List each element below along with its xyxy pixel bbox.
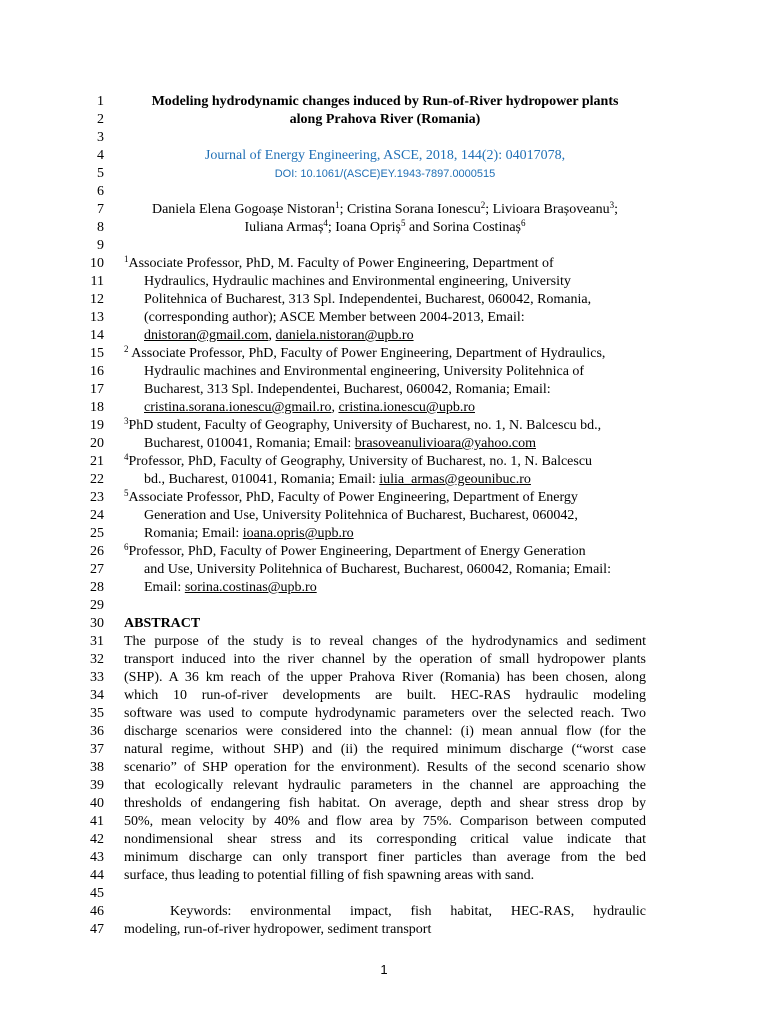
email-link[interactable]: cristina.ionescu@upb.ro bbox=[338, 400, 475, 415]
line-number: 2 bbox=[97, 112, 104, 127]
line-number: 45 bbox=[90, 886, 104, 901]
email-link[interactable]: cristina.sorana.ionescu@gmail.ro bbox=[144, 400, 332, 415]
abstract-line: The purpose of the study is to reveal changes of the hydrodynamics and sediment bbox=[124, 634, 646, 649]
line-number: 31 bbox=[90, 634, 104, 649]
affiliation-5-line bbox=[124, 489, 646, 507]
line-number: 28 bbox=[90, 580, 104, 595]
affiliation-superscript: 3 bbox=[124, 416, 129, 426]
affiliation-1-line: (corresponding author); ASCE Member between 2004-2013, Email: bbox=[144, 310, 525, 325]
author-name: ; Livioara Brașoveanu bbox=[485, 202, 610, 217]
affiliation-text: Associate Professor, PhD, Faculty of Power Engineering, Department of Hydraulics, bbox=[128, 346, 606, 361]
affiliation-text: bd., Bucharest, 010041, Romania; Email: bbox=[144, 472, 380, 487]
author-name: ; Cristina Sorana Ionescu bbox=[339, 202, 481, 217]
affiliation-1-emails bbox=[124, 327, 646, 345]
line-number: 6 bbox=[97, 184, 104, 199]
line-number: 32 bbox=[90, 652, 104, 667]
line-number: 29 bbox=[90, 598, 104, 613]
email-link[interactable]: brasoveanulivioara@yahoo.com bbox=[354, 436, 536, 451]
line-number: 42 bbox=[90, 832, 104, 847]
separator-text: , bbox=[331, 400, 339, 415]
line-number: 44 bbox=[90, 868, 104, 883]
line-number: 23 bbox=[90, 490, 104, 505]
page-number: 1 bbox=[380, 962, 388, 977]
affiliation-5-line bbox=[124, 525, 646, 543]
affiliation-3-line bbox=[124, 435, 646, 453]
affiliation-6-line bbox=[124, 543, 646, 561]
separator-text: ; bbox=[614, 202, 619, 217]
line-number: 47 bbox=[90, 922, 104, 937]
line-number: 25 bbox=[90, 526, 104, 541]
author-name: ; Ioana Opriș bbox=[327, 220, 401, 235]
affiliation-6-line: and Use, University Politehnica of Bucharest, Bucharest, 060042, Romania; Email: bbox=[144, 562, 611, 577]
affiliation-2-line: Hydraulic machines and Environmental engineering, University Politehnica of bbox=[144, 364, 585, 379]
authors-line-2 bbox=[124, 219, 646, 237]
paper-title-line-2: along Prahova River (Romania) bbox=[289, 112, 481, 127]
affiliation-6-line bbox=[124, 579, 646, 597]
line-number: 20 bbox=[90, 436, 104, 451]
affiliation-2-line bbox=[124, 345, 646, 363]
abstract-line: which 10 run-of-river developments are built. HEC-RAS hydraulic modeling bbox=[124, 688, 646, 703]
author-superscript: 4 bbox=[323, 218, 328, 228]
author-superscript: 3 bbox=[609, 200, 615, 210]
line-number: 37 bbox=[90, 742, 104, 757]
email-link[interactable]: sorina.costinas@upb.ro bbox=[184, 580, 317, 595]
line-number: 35 bbox=[90, 706, 104, 721]
line-number: 39 bbox=[90, 778, 104, 793]
affiliation-2-line: Bucharest, 313 Spl. Independentei, Bucharest, 060042, Romania; Email: bbox=[144, 382, 551, 397]
abstract-line: minimum discharge can only transport finer particles than average from the bed bbox=[124, 850, 646, 865]
line-number: 8 bbox=[97, 220, 104, 235]
affiliation-superscript: 4 bbox=[124, 452, 129, 462]
affiliation-text: Associate Professor, PhD, Faculty of Power Engineering, Department of Energy bbox=[128, 490, 578, 505]
line-number: 38 bbox=[90, 760, 104, 775]
abstract-line: natural regime, without SHP) and (ii) the required minimum discharge (“worst case bbox=[124, 742, 646, 757]
line-number: 34 bbox=[90, 688, 104, 703]
affiliation-superscript: 1 bbox=[124, 254, 129, 264]
affiliation-superscript: 6 bbox=[124, 542, 129, 552]
abstract-line: (SHP). A 36 km reach of the upper Prahova River (Romania) has been chosen, along bbox=[124, 670, 646, 685]
line-number: 46 bbox=[90, 904, 104, 919]
line-number: 36 bbox=[90, 724, 104, 739]
affiliation-2-emails bbox=[124, 399, 646, 417]
line-number: 11 bbox=[90, 274, 104, 289]
affiliation-superscript: 5 bbox=[124, 488, 129, 498]
author-superscript: 2 bbox=[480, 200, 486, 210]
paper-title-line-1: Modeling hydrodynamic changes induced by Run-of-River hydropower plants bbox=[151, 94, 619, 109]
line-number: 3 bbox=[97, 130, 104, 145]
email-link[interactable]: iulia_armas@geounibuc.ro bbox=[379, 472, 531, 487]
line-number: 5 bbox=[97, 166, 104, 181]
authors-line-1 bbox=[124, 201, 646, 219]
abstract-line: that ecologically relevant hydraulic parameters in the channel are approaching the bbox=[124, 778, 646, 793]
affiliation-text: Bucharest, 010041, Romania; Email: bbox=[144, 436, 355, 451]
line-number: 26 bbox=[90, 544, 104, 559]
line-number: 30 bbox=[90, 616, 104, 631]
author-superscript: 6 bbox=[521, 218, 526, 228]
line-number: 43 bbox=[90, 850, 104, 865]
email-link[interactable]: dnistoran@gmail.com bbox=[144, 328, 269, 343]
line-number: 4 bbox=[97, 148, 104, 163]
email-link[interactable]: daniela.nistoran@upb.ro bbox=[275, 328, 414, 343]
line-number: 17 bbox=[90, 382, 104, 397]
abstract-line: transport induced into the river channel by the operation of small hydropower plants bbox=[124, 652, 646, 667]
affiliation-1-line: Hydraulics, Hydraulic machines and Environmental engineering, University bbox=[144, 274, 571, 289]
line-number: 13 bbox=[90, 310, 104, 325]
affiliation-superscript: 2 bbox=[124, 344, 129, 354]
author-superscript: 1 bbox=[335, 200, 340, 210]
abstract-line: 50%, mean velocity by 40% and flow area by 75%. Comparison between computed bbox=[124, 814, 646, 829]
affiliation-1-line: Politehnica of Bucharest, 313 Spl. Independentei, Bucharest, 060042, Romania, bbox=[144, 292, 592, 307]
line-number: 16 bbox=[90, 364, 104, 379]
line-number: 33 bbox=[90, 670, 104, 685]
abstract-line: surface, thus leading to potential filling of fish spawning areas with sand. bbox=[124, 868, 535, 883]
line-number: 27 bbox=[90, 562, 104, 577]
keywords-line-2: modeling, run-of-river hydropower, sediment transport bbox=[124, 922, 432, 937]
line-number: 14 bbox=[90, 328, 104, 343]
author-name: and Sorina Costinaș bbox=[405, 220, 521, 235]
affiliation-5-line: Generation and Use, University Politehnica of Bucharest, Bucharest, 060042, bbox=[144, 508, 578, 523]
line-number: 9 bbox=[97, 238, 104, 253]
author-name: Iuliana Armaș bbox=[244, 220, 324, 235]
author-name: Daniela Elena Gogoașe Nistoran bbox=[151, 202, 336, 217]
line-number: 22 bbox=[90, 472, 104, 487]
affiliation-3-line bbox=[124, 417, 646, 435]
author-superscript: 5 bbox=[401, 218, 406, 228]
abstract-line: software was used to compute hydrodynamic parameters over the selected reach. Two bbox=[124, 706, 646, 721]
abstract-line: discharge scenarios were considered into the channel: (i) mean annual flow (for the bbox=[124, 724, 646, 739]
line-number: 18 bbox=[90, 400, 104, 415]
affiliation-text: Romania; Email: bbox=[144, 526, 243, 541]
separator-text: , bbox=[268, 328, 276, 343]
doi-link[interactable]: DOI: 10.1061/(ASCE)EY.1943-7897.0000515 bbox=[274, 168, 496, 180]
journal-citation: Journal of Energy Engineering, ASCE, 2018, 144(2): 04017078, bbox=[204, 148, 566, 163]
line-number: 21 bbox=[90, 454, 104, 469]
line-number: 40 bbox=[90, 796, 104, 811]
line-number: 41 bbox=[90, 814, 104, 829]
email-link[interactable]: ioana.opris@upb.ro bbox=[242, 526, 354, 541]
line-number: 24 bbox=[90, 508, 104, 523]
line-number: 10 bbox=[90, 256, 104, 271]
affiliation-4-line bbox=[124, 453, 646, 471]
affiliation-text: PhD student, Faculty of Geography, University of Bucharest, no. 1, N. Balcescu bd., bbox=[128, 418, 602, 433]
abstract-heading: ABSTRACT bbox=[124, 616, 201, 631]
line-number: 12 bbox=[90, 292, 104, 307]
abstract-line: nondimensional shear stress and its corresponding critical value indicate that bbox=[124, 832, 646, 847]
line-number: 19 bbox=[90, 418, 104, 433]
affiliation-text: Professor, PhD, Faculty of Geography, University of Bucharest, no. 1, N. Balcescu bbox=[128, 454, 593, 469]
line-number: 7 bbox=[97, 202, 104, 217]
affiliation-text: Associate Professor, PhD, M. Faculty of Power Engineering, Department of bbox=[128, 256, 554, 271]
line-number: 1 bbox=[97, 94, 104, 109]
affiliation-text: Professor, PhD, Faculty of Power Engineering, Department of Energy Generation bbox=[128, 544, 586, 559]
line-number: 15 bbox=[90, 346, 104, 361]
abstract-line: scenario” of SHP operation for the environment). Results of the second scenario show bbox=[124, 760, 646, 775]
affiliation-1-line bbox=[124, 255, 646, 273]
affiliation-4-line bbox=[124, 471, 646, 489]
keywords-line-1: Keywords: environmental impact, fish habitat, HEC-RAS, hydraulic bbox=[170, 904, 646, 919]
abstract-line: thresholds of endangering fish habitat. On average, depth and shear stress drop by bbox=[124, 796, 646, 811]
affiliation-text: Email: bbox=[144, 580, 185, 595]
